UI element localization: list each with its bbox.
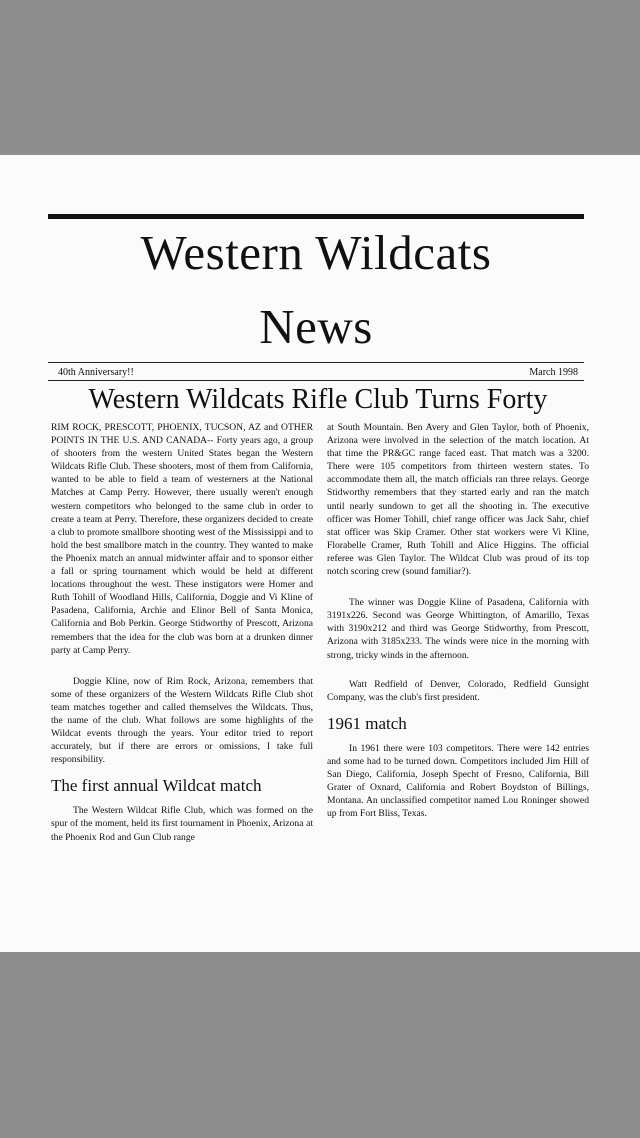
masthead-title-line1: Western Wildcats bbox=[140, 225, 492, 280]
masthead-title-line2: News bbox=[259, 299, 373, 354]
article-paragraph: at South Mountain. Ben Avery and Glen Taylor, both of Phoenix, Arizona were involved in the selection of the match location. At that time the PR&GC range faced east. That match was a 3200. There were 105 competitors from thirteen western states. To accommodate them all, the match officials ran three relays. George Stidworthy remembers that they started early and ran the match until nearly sundown to get all the shooting in. The executive officer was Homer Tohill, chief range officer was Jack Sahr, chief stat officer was Skip Cramer. Other stat workers were Vi Kline, Florabelle Cramer, Ruth Tohill and Alice Higgins. The official referee was Glen Taylor. The Wildcat Club was proud of its top notch scoring crew (sound familiar?). bbox=[327, 422, 589, 578]
masthead bbox=[48, 223, 584, 357]
masthead-top-rule bbox=[48, 214, 584, 219]
issue-info-bar bbox=[58, 367, 578, 379]
article-paragraph: In 1961 there were 103 competitors. There were 142 entries and some had to be turned down. Competitors included Jim Hill of San Diego, California, Joseph Specht of Fresno, California, Bill Grater of Oxnard, California and Robert Boydston of Billings, Montana. An unclassified competitor named Lou Roninger showed up from Fort Bliss, Texas. bbox=[327, 742, 589, 820]
article-headline: Western Wildcats Rifle Club Turns Forty bbox=[88, 384, 548, 415]
newsletter-page bbox=[0, 155, 640, 952]
article-paragraph: RIM ROCK, PRESCOTT, PHOENIX, TUCSON, AZ and OTHER POINTS IN THE U.S. AND CANADA-- Forty years ago, a group of shooters from the western United States began the Western Wildcats Rifle Club. These shooters, most of them from California, wanted to be able to field a team of westerners at the National Matches at Camp Perry. However, there usually weren't enough western competitors who belonged to the same club in order to create a team at Perry. Therefore, these organizers decided to create a club to promote smallbore shooting west of the Mississippi and to hold the best smallbore match in the country. They wanted to make the Phoenix match an annual midwinter affair and to sponsor either a fall or spring tournament which would be held at different locations throughout the west. These instigators were Homer and Ruth Tohill of Woodland Hills, California, Doggie and Vi Kline of Pasadena, California, Archie and Elinor Bell of Santa Monica, California and Bob Perkin. George Stidworthy of Prescott, Arizona remembers that the idea for the club was born at a drunken dinner party at Camp Perry. bbox=[51, 422, 313, 656]
left-column bbox=[51, 421, 313, 854]
article-paragraph: The winner was Doggie Kline of Pasadena, California with 3191x226. Second was George Whittington, of Amarillo, Texas with 3190x212 and third was George Stidworthy, from Prescott, Arizona with 3185x233. The winds were nice in the morning with strong, tricky winds in the afternoon. bbox=[327, 597, 589, 661]
article-paragraph: Watt Redfield of Denver, Colorado, Redfield Gunsight Company, was the club's first president. bbox=[327, 678, 589, 703]
section-heading-1961-match: 1961 match bbox=[327, 713, 407, 733]
issue-info-rule bbox=[48, 380, 584, 381]
section-heading-first-match: The first annual Wildcat match bbox=[51, 776, 262, 796]
issue-date: March 1998 bbox=[529, 367, 578, 378]
article-paragraph: The Western Wildcat Rifle Club, which was formed on the spur of the moment, held its first tournament in Phoenix, Arizona at the Phoenix Rod and Gun Club range bbox=[51, 805, 313, 843]
article-paragraph: Doggie Kline, now of Rim Rock, Arizona, remembers that some of these organizers of the Western Wildcats Rifle Club shot team matches together and called themselves the Wildcats. Thus, the name of the club. What follows are some highlights of the Wildcat events through the years. Your editor tried to report accurately, but if there are errors or omissions, I take full responsibility. bbox=[51, 675, 313, 766]
right-column bbox=[327, 421, 589, 830]
anniversary-tag: 40th Anniversary!! bbox=[58, 367, 134, 378]
masthead-bottom-rule bbox=[48, 362, 584, 363]
